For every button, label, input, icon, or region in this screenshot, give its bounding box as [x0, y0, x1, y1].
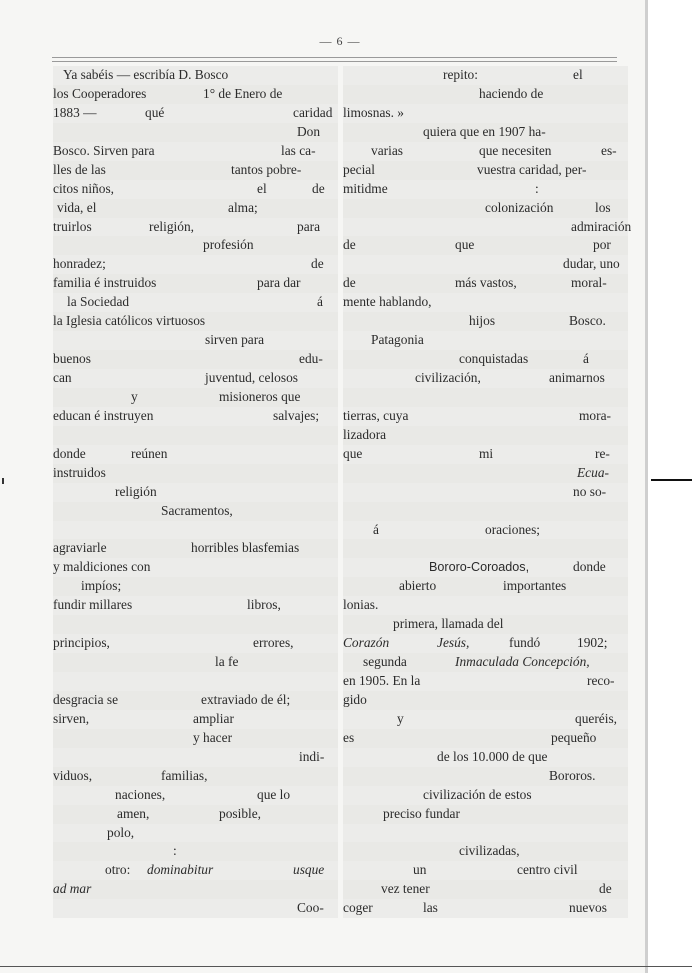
text-line — [343, 218, 632, 237]
text-line — [53, 293, 338, 312]
text-fragment: y — [397, 710, 404, 726]
text-line — [343, 407, 628, 426]
text-fragment: usque — [293, 862, 325, 878]
text-line — [343, 483, 628, 502]
text-fragment: es- — [601, 142, 617, 158]
text-fragment: agraviarle — [53, 540, 107, 556]
text-fragment: que necesiten — [479, 142, 552, 158]
text-line — [53, 691, 338, 710]
text-line — [343, 653, 628, 672]
text-fragment: animarnos — [549, 370, 605, 385]
text-line — [53, 199, 338, 218]
text-line — [53, 767, 338, 786]
text-fragment: la Iglesia católicos virtuosos — [53, 313, 206, 329]
text-line — [343, 672, 628, 691]
text-line — [53, 539, 338, 558]
text-line — [53, 558, 338, 577]
text-line — [343, 369, 628, 388]
text-fragment: abierto — [399, 578, 437, 594]
text-fragment: nuevos — [569, 900, 607, 916]
text-fragment: : — [535, 180, 539, 196]
text-fragment: citos niños, — [53, 180, 115, 196]
text-line — [343, 350, 628, 369]
text-fragment: admiración — [571, 218, 632, 234]
text-fragment: de — [312, 180, 325, 196]
text-line — [53, 805, 338, 824]
text-line — [343, 85, 628, 104]
text-fragment: ad mar — [53, 881, 92, 897]
text-line — [53, 729, 338, 748]
text-fragment: tantos pobre- — [231, 161, 302, 177]
text-line — [343, 180, 628, 199]
text-fragment: Ecua- — [577, 464, 609, 480]
text-line — [53, 350, 338, 369]
text-line — [343, 710, 628, 729]
text-line — [343, 426, 628, 445]
text-line — [53, 710, 338, 729]
text-fragment: Sacramentos, — [161, 502, 233, 518]
text-fragment: extraviado de él; — [201, 691, 291, 707]
text-fragment: colonización — [485, 199, 554, 215]
text-fragment: que — [455, 237, 475, 253]
text-fragment: pecial — [343, 161, 375, 177]
text-fragment: juventud, celosos — [205, 370, 298, 385]
text-line — [53, 218, 338, 237]
text-line — [53, 483, 338, 502]
text-line — [53, 388, 338, 407]
text-fragment: repito: — [443, 67, 478, 82]
text-line — [53, 824, 338, 843]
text-fragment: desgracia se — [53, 691, 119, 707]
header-rule-bottom — [52, 61, 617, 62]
text-fragment: un — [413, 862, 427, 878]
text-line — [343, 558, 628, 577]
text-line — [53, 312, 338, 331]
text-fragment: segunda — [363, 654, 407, 670]
text-line — [53, 236, 338, 255]
text-fragment: caridad — [293, 104, 333, 120]
text-fragment: familia é instruidos — [53, 275, 157, 291]
text-fragment: Patagonia — [371, 332, 424, 348]
text-fragment: fundir millares — [53, 597, 133, 613]
text-line — [53, 331, 338, 350]
text-line — [343, 123, 628, 142]
text-line — [343, 199, 628, 218]
text-line — [53, 142, 338, 161]
text-fragment: en 1905. En la — [343, 673, 421, 688]
text-fragment: de — [599, 881, 612, 897]
text-fragment: las — [423, 900, 438, 916]
text-fragment: edu- — [299, 351, 323, 367]
text-line — [343, 786, 628, 805]
text-fragment: 1902; — [577, 635, 608, 651]
text-fragment: sirven, — [53, 710, 90, 726]
text-line — [343, 274, 628, 293]
text-line — [343, 634, 628, 653]
text-line — [53, 502, 338, 521]
text-line — [53, 653, 338, 672]
text-fragment: honradez; — [53, 256, 106, 272]
text-fragment: donde — [53, 445, 86, 461]
text-line — [53, 445, 338, 464]
text-fragment: quiera que en 1907 ha- — [423, 123, 546, 139]
text-fragment: vuestra caridad, per- — [477, 161, 587, 177]
text-fragment: lizadora — [343, 426, 387, 442]
text-line — [53, 180, 338, 199]
text-fragment: preciso fundar — [383, 805, 460, 821]
text-line — [343, 236, 628, 255]
text-line — [343, 539, 628, 558]
text-fragment: civilización de estos — [423, 786, 532, 802]
text-fragment: mitidme — [343, 180, 388, 196]
text-line — [53, 615, 338, 634]
text-fragment: conquistadas — [459, 351, 529, 367]
text-line — [53, 577, 338, 596]
text-line — [53, 66, 338, 85]
text-fragment: fundó — [509, 635, 541, 651]
text-fragment: centro civil — [517, 862, 578, 878]
text-fragment: vida, el — [57, 199, 97, 215]
text-fragment: amen, — [117, 805, 150, 821]
text-line — [343, 748, 628, 767]
text-fragment: para — [297, 218, 321, 234]
text-line — [53, 161, 338, 180]
text-line — [343, 767, 628, 786]
text-fragment: lles de las — [53, 161, 106, 177]
text-fragment: las ca- — [281, 142, 316, 158]
text-fragment: naciones, — [115, 786, 166, 802]
text-line — [53, 748, 338, 767]
text-line — [53, 85, 338, 104]
text-fragment: moral- — [571, 275, 607, 291]
text-fragment: vez tener — [381, 881, 430, 897]
text-fragment: de — [311, 256, 324, 272]
text-fragment: viduos, — [53, 767, 93, 783]
text-line — [343, 615, 628, 634]
text-fragment: la fe — [215, 654, 239, 670]
page-edge — [645, 0, 648, 973]
text-fragment: limosnas. » — [343, 104, 405, 120]
text-fragment: importantes — [503, 578, 567, 594]
text-fragment: impíos; — [81, 578, 122, 594]
text-fragment: el — [257, 180, 267, 196]
text-line — [53, 786, 338, 805]
text-fragment: re- — [595, 445, 610, 461]
text-fragment: civilizadas, — [459, 843, 520, 859]
text-fragment: hijos — [469, 313, 496, 329]
text-line — [343, 577, 628, 596]
text-fragment: 1883 — — [53, 104, 97, 120]
text-line — [343, 293, 628, 312]
text-fragment: que lo — [257, 786, 291, 802]
text-fragment: coger — [343, 900, 373, 916]
text-fragment: gido — [343, 691, 367, 707]
text-fragment: Bosco. — [569, 313, 606, 329]
text-fragment: lonias. — [343, 597, 379, 613]
text-fragment: no so- — [573, 483, 607, 499]
text-fragment: tierras, cuya — [343, 407, 409, 423]
page-number: — 6 — — [319, 34, 361, 48]
right-column — [343, 66, 632, 918]
text-fragment: ampliar — [193, 710, 234, 726]
text-line — [53, 899, 338, 918]
text-line — [343, 880, 628, 899]
text-fragment: polo, — [107, 824, 135, 840]
text-fragment: horribles blasfemias — [191, 540, 300, 556]
text-fragment: y hacer — [193, 729, 233, 745]
text-line — [53, 464, 338, 483]
text-line — [53, 255, 338, 274]
text-fragment: para dar — [257, 275, 301, 291]
margin-mark-left — [2, 478, 4, 484]
text-line — [343, 312, 628, 331]
text-line — [343, 161, 628, 180]
text-line — [343, 691, 628, 710]
text-fragment: indi- — [299, 748, 325, 764]
text-fragment: Inmaculada Concepción, — [455, 654, 590, 670]
text-fragment: mi — [479, 445, 494, 461]
text-fragment: : — [173, 843, 177, 859]
text-line — [53, 274, 338, 293]
text-fragment: buenos — [53, 351, 91, 367]
text-fragment: Bororo-Coroados, — [429, 560, 530, 575]
text-line — [343, 142, 628, 161]
text-fragment: salvajes; — [273, 407, 320, 423]
text-fragment: mente hablando, — [343, 294, 432, 310]
text-line — [53, 861, 338, 880]
text-fragment: Coo- — [297, 900, 324, 916]
text-line — [53, 426, 338, 445]
text-line — [53, 407, 338, 426]
text-fragment: la Sociedad — [67, 294, 130, 310]
text-fragment: que — [343, 445, 363, 461]
text-line — [343, 331, 628, 350]
text-fragment: dudar, uno — [563, 256, 620, 272]
text-fragment: Don — [297, 123, 321, 139]
text-fragment: queréis, — [575, 710, 618, 726]
text-fragment: reco- — [587, 673, 615, 688]
text-fragment: principios, — [53, 635, 110, 651]
text-fragment: oraciones; — [485, 521, 541, 537]
text-fragment: misioneros que — [219, 388, 301, 404]
text-fragment: más vastos, — [455, 275, 517, 291]
text-line — [343, 521, 628, 540]
text-fragment: sirven para — [205, 332, 265, 348]
text-fragment: primera, llamada del — [393, 616, 504, 632]
text-fragment: el — [573, 67, 583, 82]
text-fragment: de — [343, 275, 356, 291]
text-fragment: los — [595, 199, 611, 215]
text-line — [343, 104, 628, 123]
text-line — [343, 66, 628, 85]
text-fragment: Jesús, — [437, 635, 470, 651]
text-line — [53, 672, 338, 691]
text-fragment: dominabitur — [147, 862, 214, 878]
text-line — [53, 842, 338, 861]
text-fragment: familias, — [161, 767, 208, 783]
text-fragment: qué — [145, 104, 165, 120]
text-line — [343, 388, 628, 407]
text-line — [53, 634, 338, 653]
text-fragment: profesión — [203, 237, 254, 253]
text-line — [53, 596, 338, 615]
text-line — [343, 861, 628, 880]
text-line — [343, 842, 628, 861]
text-fragment: 1° de Enero de — [203, 85, 283, 101]
text-fragment: truirlos — [53, 218, 92, 234]
text-line — [343, 805, 628, 824]
text-fragment: y maldiciones con — [53, 559, 151, 575]
text-line — [343, 596, 628, 615]
text-fragment: religión — [115, 483, 157, 499]
text-fragment: y — [131, 388, 138, 404]
text-fragment: can — [53, 370, 72, 385]
text-fragment: por — [593, 237, 611, 253]
text-line — [53, 521, 338, 540]
text-line — [343, 824, 628, 843]
text-fragment: de — [343, 237, 356, 253]
scan-bottom-edge — [0, 966, 692, 967]
text-fragment: de los 10.000 de que — [437, 748, 548, 764]
text-fragment: los Cooperadores — [53, 85, 147, 101]
text-fragment: Bororos. — [549, 767, 596, 783]
text-fragment: á — [317, 294, 323, 310]
text-fragment: á — [373, 521, 379, 537]
text-fragment: varias — [371, 142, 403, 158]
text-line — [343, 255, 628, 274]
text-fragment: educan é instruyen — [53, 407, 154, 423]
text-fragment: libros, — [247, 597, 281, 613]
text-fragment: otro: — [105, 862, 131, 878]
header-rule-top — [52, 57, 617, 58]
text-fragment: Corazón — [343, 635, 390, 651]
text-fragment: religión, — [149, 218, 194, 234]
text-fragment: á — [583, 351, 589, 367]
text-line — [53, 880, 338, 899]
text-fragment: posible, — [219, 805, 262, 821]
text-fragment: civilización, — [415, 370, 481, 385]
text-line — [53, 104, 338, 123]
text-line — [343, 899, 628, 918]
text-fragment: Ya sabéis — escribía D. Bosco — [63, 67, 229, 82]
margin-mark-right — [651, 479, 692, 481]
text-line — [343, 464, 628, 483]
text-fragment: mora- — [579, 407, 611, 423]
text-fragment: es — [343, 729, 355, 745]
text-fragment: reúnen — [131, 445, 168, 461]
text-fragment: errores, — [253, 635, 294, 651]
text-line — [343, 502, 628, 521]
text-line — [343, 445, 628, 464]
text-fragment: donde — [573, 559, 606, 575]
text-line — [53, 123, 338, 142]
text-fragment: Bosco. Sirven para — [53, 142, 155, 158]
text-fragment: haciendo de — [479, 85, 544, 101]
text-line — [53, 369, 338, 388]
text-fragment: pequeño — [551, 729, 597, 745]
text-line — [343, 729, 628, 748]
text-fragment: alma; — [228, 199, 258, 215]
text-fragment: instruidos — [53, 464, 106, 480]
left-column — [53, 66, 338, 918]
